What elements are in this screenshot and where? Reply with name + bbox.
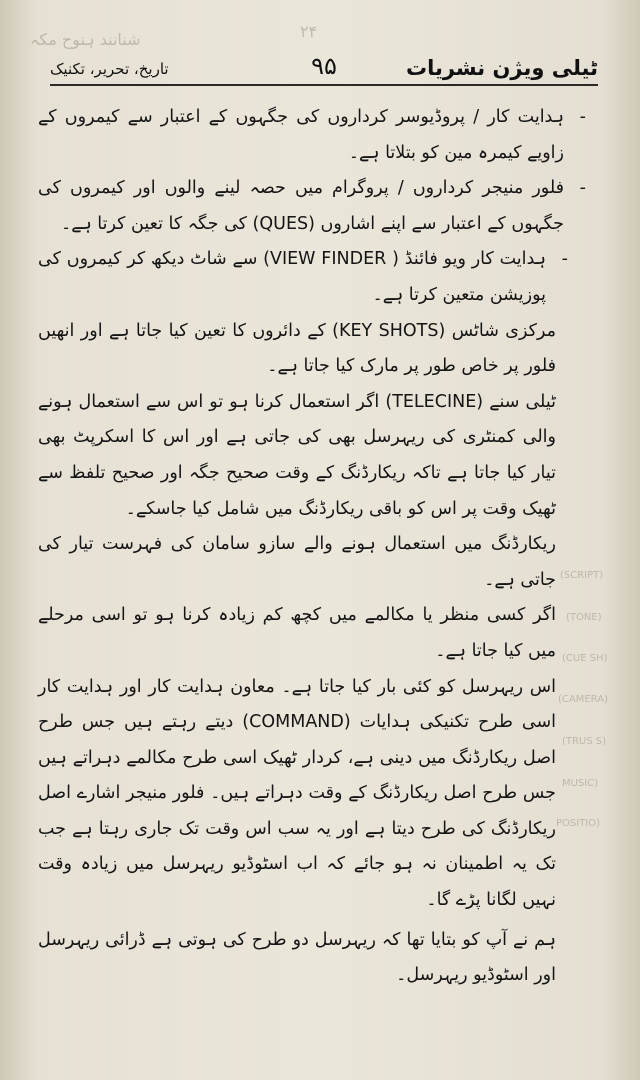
- paragraph-5: [38, 385, 598, 527]
- bleed-through-margin-5: (TRUS S): [562, 736, 607, 747]
- bleed-through-text-top-left: شنانند ہنوح مکہ: [30, 30, 141, 49]
- bleed-through-margin-3: (CUE SH): [562, 653, 608, 664]
- paragraph-6: [38, 527, 598, 598]
- bleed-through-margin-1: (SCRIPT): [560, 570, 604, 581]
- running-header: [50, 52, 598, 86]
- paragraph-7: [38, 598, 598, 669]
- paragraph-text: ہم نے آپ کو بتایا تھا کہ ریہرسل دو طرح کی ہوتی ہے ڈرائی ریہرسل اور اسٹوڈیو ریہرسل۔: [38, 929, 556, 986]
- bottom-page-shadow: [40, 1020, 600, 1060]
- page-body: [38, 100, 601, 994]
- bleed-through-text-top-center: ۲۴: [300, 22, 318, 41]
- bleed-through-margin-7: (POSITIO: [556, 818, 601, 829]
- bleed-through-margin-2: (TONE): [566, 612, 602, 623]
- paragraph-2: [38, 171, 598, 242]
- header-subtitle: تاریخ، تحریر، تکنیک: [50, 60, 169, 78]
- paragraph-4: [38, 314, 598, 385]
- header-rule: [50, 84, 598, 86]
- paragraph-text: ہدایت کار / پروڈیوسر کرداروں کی جگہوں کے اعتبار سے کیمروں کے زاویے کیمرہ مین کو بتلاتا ہے۔: [38, 107, 564, 163]
- bleed-through-margin-4: (CAMERA): [558, 694, 608, 705]
- paragraph-text: مرکزی شاٹس (KEY SHOTS) کے دائروں کا تعین کیا جاتا ہے اور انھیں فلور پر خاص طور پر مارک کیا جاتا ہے۔: [38, 320, 556, 377]
- page-number: ۹۵: [311, 52, 337, 80]
- bullet-dash: -: [579, 178, 586, 199]
- paragraph-9: [38, 923, 598, 994]
- paragraph-text: ٹیلی سنے (TELECINE) اگر استعمال کرنا ہو تو اس سے استعمال ہونے والی کمنٹری کی ریہرسل بھی کی جاتی ہے اور اس کا اسکرپٹ بھی تیار کیا جاتا ہے تاکہ ریکارڈنگ کے وقت صحیح جگہ اور صحیح تلفظ سے ٹھیک وقت پر اس کو باقی ریکارڈنگ میں شامل کیا جاسکے۔: [38, 391, 556, 519]
- bleed-through-margin-6: (MUSIC: [562, 778, 599, 789]
- bullet-dash: -: [579, 107, 586, 127]
- paragraph-1: [38, 100, 598, 171]
- paragraph-text: اگر کسی منظر یا مکالمے میں کچھ کم زیادہ کرنا ہو تو اسی مرحلے میں کیا جاتا ہے۔: [38, 605, 556, 661]
- paragraph-3: [38, 242, 598, 313]
- header-title: ٹیلی ویژن نشریات: [405, 56, 598, 80]
- bullet-dash: -: [561, 249, 568, 270]
- paragraph-text: ریکارڈنگ میں استعمال ہونے والے سازو سامان کی فہرست تیار کی جاتی ہے۔: [38, 534, 556, 590]
- paragraph-text: ہدایت کار ویو فائنڈ ( VIEW FINDER) سے شاٹ دیکھ کر کیمروں کی پوزیشن متعین کرتا ہے۔: [38, 249, 546, 305]
- paragraph-text: فلور منیجر کرداروں / پروگرام میں حصہ لینے والوں اور کیمروں کی جگہوں کے اعتبار سے اپنے اشاروں (QUES) کی جگہ کا تعین کرتا ہے۔: [38, 178, 564, 234]
- paragraph-text: اس ریہرسل کو کئی بار کیا جاتا ہے۔ معاون ہدایت کار اور ہدایت کار اسی طرح تکنیکی ہدایات (COMMAND) دیتے رہتے ہیں جس طرح اصل ریکارڈنگ میں دینی ہے، کردار ٹھیک اسی طرح مکالمے دہراتے ہیں جس طرح اصل ریکارڈنگ کے وقت دہراتے ہیں۔ فلور منیجر اشارے اصل ریکارڈنگ کی طرح دیتا ہے اور یہ سب اس وقت تک جاری رہتا ہے جب تک یہ اطمینان نہ ہو جائے کہ اب اسٹوڈیو ریہرسل میں زیادہ وقت نہیں لگانا پڑے گا۔: [38, 676, 556, 911]
- paragraph-8: [38, 670, 601, 919]
